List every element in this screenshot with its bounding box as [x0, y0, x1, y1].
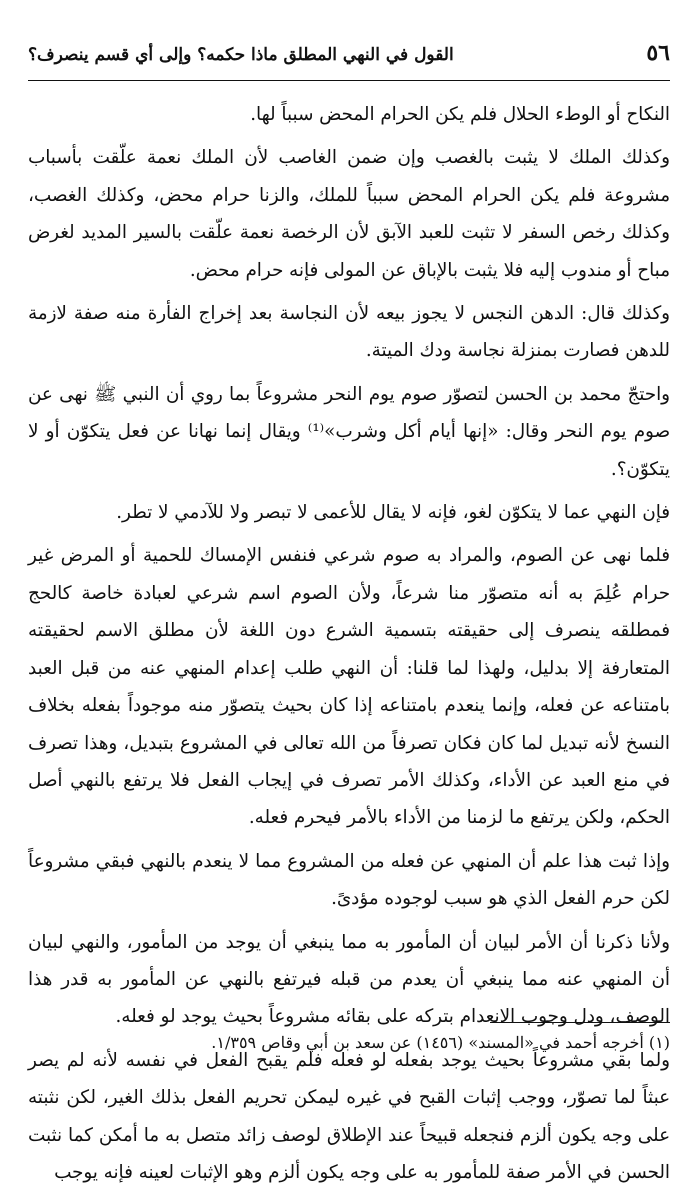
paragraph: ولأنا ذكرنا أن الأمر لبيان أن المأمور به مما ينبغي أن يوجد من المأمور، والنهي لبيان أن المنهي عنه مما ينبغي أن يعدم من قبله فيرتفع بالنهي عن المأمور به قدر هذا الوصف، ودل وجوب الانعدام بتركه على بقائه مشروعاً بحيث يوجد لو فعله. [28, 931, 670, 1028]
page-number: ٥٦ [646, 40, 670, 66]
paragraph: وكذلك قال: الدهن النجس لا يجوز بيعه لأن النجاسة بعد إخراج الفأرة منه صفة لازمة للدهن فصارت بمنزلة نجاسة ودك الميتة. [28, 303, 670, 362]
footnote: (١) أخرجه أحمد في «المسند» (١٤٥٦) عن سعد بن أبي وقاص ١/٣٥٩. [211, 1033, 670, 1052]
running-title: القول في النهي المطلق ماذا حكمه؟ وإلى أي قسم ينصرف؟ [28, 45, 454, 65]
paragraph: واحتجّ محمد بن الحسن لتصوّر صوم يوم النحر مشروعاً بما روي أن النبي ﷺ نهى عن صوم يوم النحر وقال: «إنها أيام أكل وشرب»⁽¹⁾ ويقال إنما نهانا عن فعل يتكوّن أو لا يتكوّن؟. [28, 383, 670, 480]
header-rule [28, 80, 670, 81]
paragraph: وكذلك الملك لا يثبت بالغصب وإن ضمن الغاصب لأن الملك نعمة علّقت بأسباب مشروعة فلم يكن الحرام المحض سبباً للملك، والزنا حرام محض، وكذلك الغصب، وكذلك رخص السفر لا تثبت للعبد الآبق لأن الرخصة نعمة علّقت بالسير المديد لغرض مباح أو مندوب إليه فلا يثبت بالإباق عن المولى فإنه حرام محض. [28, 147, 670, 281]
paragraph: النكاح أو الوطء الحلال فلم يكن الحرام المحض سبباً لها. [250, 104, 670, 125]
paragraph: ولما بقي مشروعاً بحيث يوجد بفعله لو فعله فلم يقبح الفعل في نفسه لأنه لم يصر عبثاً لما تصوّر، ووجب إثبات القبح في غيره ليمكن تحريم الفعل بذلك الغير، لكن نثبته على وجه يكون ألزم فنجعله قبيحاً عند الإطلاق لوصف زائد متصل به ما أمكن كما نثبت الحسن في الأمر صفة للمأمور به على وجه يكون ألزم وهو الإثبات لعينه فإنه يوجب [28, 1049, 670, 1183]
page-header [28, 40, 670, 74]
paragraph: فلما نهى عن الصوم، والمراد به صوم شرعي فنفس الإمساك للحمية أو المرض غير حرام عُلِمَ به أنه متصوّر منا شرعاً، ولأن الصوم اسم شرعي لعبادة خاصة كالحج فمطلقه ينصرف إلى حقيقته بتسمية الشرع دون اللغة لأن مطلق الاسم لحقيقته المتعارفة إلا بدليل، ولهذا لما قلنا: أن النهي طلب إعدام المنهي عنه من قبل العبد بامتناعه عن فعله، وإنما ينعدم بامتناعه إذا كان بحيث يتصوّر منه موجوداً بفعله بخلاف النسخ لأنه تبديل لما كان فكان تصرفاً من الله تعالى في المشروع بتبديل، وهذا تصرف في منع العبد عن الأداء، وكذلك الأمر تصرف في إيجاب الفعل فلا يرتفع بالنهي أصل الحكم، ولكن يرتفع ما لزمنا من الأداء بالأمر فيحرم فعله. [28, 545, 670, 829]
footnote-rule [490, 1022, 670, 1023]
paragraph: وإذا ثبت هذا علم أن المنهي عن فعله من المشروع مما لا ينعدم بالنهي فبقي مشروعاً لكن حرم الفعل الذي هو سبب لوجوده مؤدىً. [28, 850, 670, 910]
paragraph: فإن النهي عما لا يتكوّن لغو، فإنه لا يقال للأعمى لا تبصر ولا للآدمي لا تطر. [116, 502, 670, 524]
